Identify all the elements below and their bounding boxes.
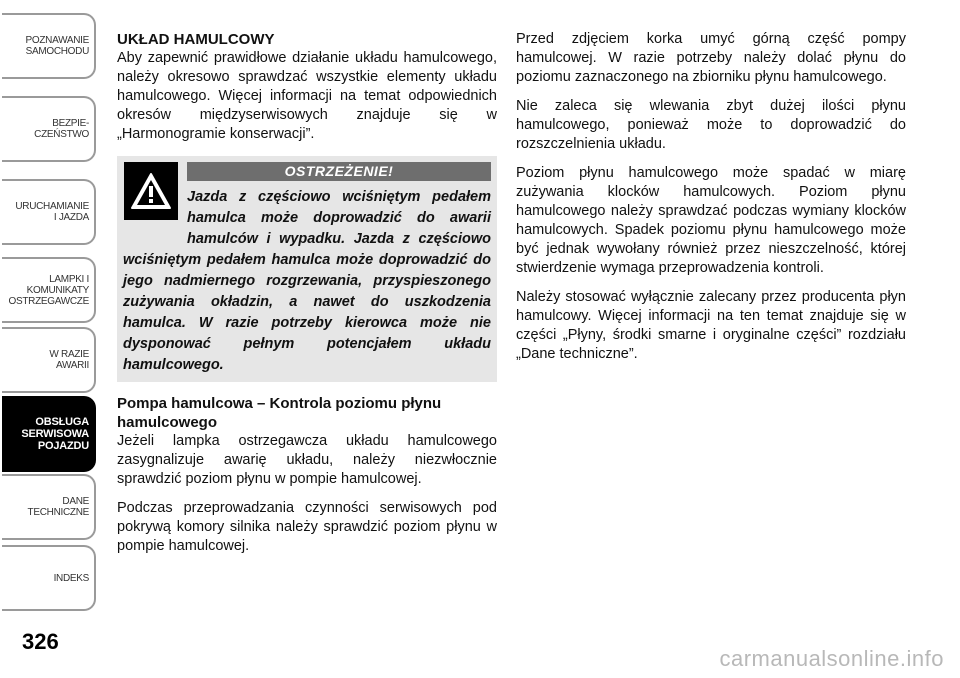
master-cylinder-paragraph-2: Podczas przeprowadzania czynności serwisowych pod pokrywą komory silnika należy sprawdzić poziom płynu w pompie hamulcowej. <box>117 500 497 554</box>
warning-text <box>123 187 491 376</box>
page-number: 326 <box>22 629 59 654</box>
left-column <box>117 30 497 566</box>
tab-lampki-i-komunikaty[interactable]: LAMPKI I KOMUNIKATY OSTRZEGAWCZE <box>2 257 96 323</box>
warning-body: Jazda z częściowo wciśniętym pedałem hamulca może doprowadzić do awarii hamulców i wypadku. Jazda z częściowo wciśniętym pedałem hamulca może doprowadzić do jego nadmiernego rozgrzewania, przyspieszonego zużywania okładzin, a nawet do uszkodzenia hamulca. W razie potrzeby kierowca może nie dysponować pełnym potencjałem układu hamulcowego. <box>123 189 491 373</box>
section-heading-brake-system: UKŁAD HAMULCOWY <box>117 31 275 48</box>
right-paragraph-1: Przed zdjęciem korka umyć górną część pompy hamulcowej. W razie potrzeby należy dolać płynu do poziomu zaznaczonego na zbiorniku płynu hamulcowego. <box>516 31 906 85</box>
tab-poznawanie-samochodu[interactable]: POZNAWANIE SAMOCHODU <box>2 13 96 79</box>
brake-system-paragraph: Aby zapewnić prawidłowe działanie układu hamulcowego, należy okresowo sprawdzać wszystkie elementy układu hamulcowego. Więcej informacji na temat odpowiednich okresów międzyserwisowych znajduje się w „Harmonogramie konserwacji”. <box>117 50 497 142</box>
tab-obsluga-serwisowa[interactable]: OBSŁUGA SERWISOWA POJAZDU <box>2 396 96 472</box>
right-paragraph-4: Należy stosować wyłącznie zalecany przez producenta płyn hamulcowy. Więcej informacji na ten temat znajduje się w części „Płyny, środki smarne i oryginalne części” rozdziału „Dane techniczne”. <box>516 289 906 362</box>
tab-dane-techniczne[interactable]: DANE TECHNICZNE <box>2 474 96 540</box>
watermark: carmanualsonline.info <box>719 646 944 671</box>
tab-bezpieczenstwo[interactable]: BEZPIE- CZEŃSTWO <box>2 96 96 162</box>
right-column <box>516 30 906 374</box>
warning-box <box>117 156 497 382</box>
tab-w-razie-awarii[interactable]: W RAZIE AWARII <box>2 327 96 393</box>
tab-uruchamianie-i-jazda[interactable]: URUCHAMIANIE I JAZDA <box>2 179 96 245</box>
section-heading-master-cylinder: Pompa hamulcowa – Kontrola poziomu płynu hamulcowego <box>117 395 442 431</box>
right-paragraph-3: Poziom płynu hamulcowego może spadać w miarę zużywania klocków hamulcowych. Poziom płynu hamulcowego należy sprawdzać podczas wymiany klocków hamulcowych. Spadek poziomu płynu hamulcowego może być jednak wywołany również przez nieszczelność, której stwierdzenie wymaga przeprowadzenia kontroli. <box>516 165 906 276</box>
tab-indeks[interactable]: INDEKS <box>2 545 96 611</box>
chapter-tabs <box>0 0 98 678</box>
right-paragraph-2: Nie zaleca się wlewania zbyt dużej ilości płynu hamulcowego, ponieważ może to doprowadzić do rozszczelnienia układu. <box>516 98 906 152</box>
warning-title: OSTRZEŻENIE! <box>187 162 491 181</box>
master-cylinder-paragraph-1: Jeżeli lampka ostrzegawcza układu hamulcowego zasygnalizuje awarię układu, należy niezwłocznie sprawdzić poziom płynu w pompie hamulcowej. <box>117 433 497 487</box>
warning-triangle-icon <box>124 162 178 220</box>
